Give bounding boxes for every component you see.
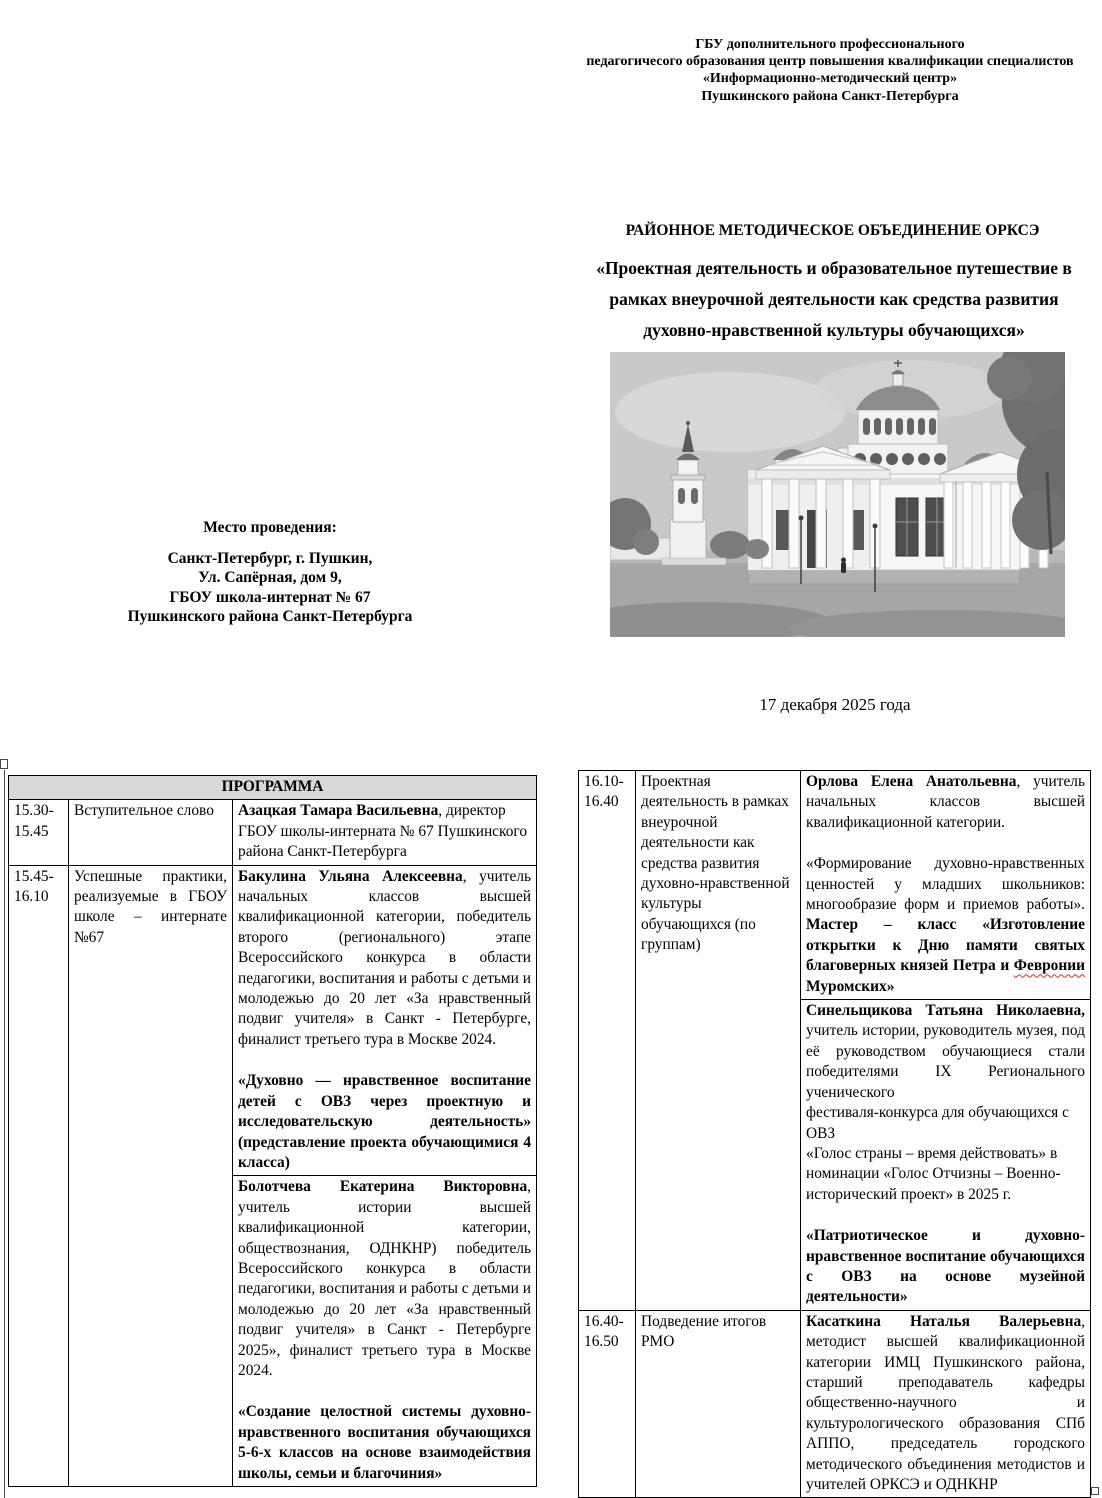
meeting-subtitle-line: рамках внеурочной деятельности как средства развития: [609, 289, 1059, 309]
talk-title: «Создание целостной системы духовно-нравственного воспитания обучающихся 5-6-х классов на основе взаимодействия школы, семьи и благочиния»: [238, 1403, 532, 1482]
speaker-name: Синельщикова Татьяна Николаевна,: [806, 1002, 1085, 1020]
column-boundary-line: [4, 770, 5, 1498]
misspelled-word: Февронии: [1013, 957, 1085, 975]
cathedral-photo: [610, 352, 1065, 637]
venue-line: ГБОУ школа-интернат № 67: [169, 588, 371, 606]
table-resize-handle-icon[interactable]: [1091, 1487, 1099, 1495]
venue-line: Ул. Сапёрная, дом 9,: [198, 569, 342, 586]
speaker-cell: [801, 771, 1091, 1000]
event-date: 17 декабря 2025 года: [759, 695, 911, 714]
program-table-right: [578, 770, 1091, 1498]
org-header-line: Пушкинского района Санкт-Петербурга: [701, 88, 959, 104]
table-row: [579, 771, 1091, 1000]
speaker-bio: , директор ГБОУ школы-интерната № 67 Пушкинского района Санкт-Петербурга: [238, 802, 528, 861]
time-cell: [579, 771, 636, 1311]
time-line: 16.10-: [584, 773, 624, 790]
speaker-name: Касаткина Наталья Валерьевна: [806, 1312, 1082, 1330]
meeting-subtitle: [568, 253, 1100, 346]
speaker-cell: [801, 1000, 1091, 1311]
time-cell: [9, 800, 69, 865]
speaker-bio: учитель истории, руководитель музея, под её руководством обучающиеся стали победителями IX Регионального ученического: [806, 1022, 1085, 1101]
meeting-title: РАЙОННОЕ МЕТОДИЧЕСКОЕ ОБЪЕДИНЕНИЕ ОРКСЭ: [625, 222, 1040, 239]
org-header-line: ГБУ дополнительного профессионального: [695, 37, 965, 52]
venue-block: [70, 518, 470, 627]
time-cell: [9, 865, 69, 1486]
talk-title: «Духовно — нравственное воспитание детей с ОВЗ через проектную и исследовательскую деятельность» (представление проекта обучающимися 4 класса): [238, 1072, 532, 1171]
time-line: 16.40-: [584, 1312, 624, 1330]
time-line: 16.10: [14, 888, 49, 906]
time-line: 15.45-: [14, 867, 54, 885]
speaker-name: Орлова Елена Анатольевна: [806, 773, 1017, 790]
table-row: [9, 865, 537, 1176]
time-line: 15.45: [14, 822, 49, 840]
speaker-cell: [233, 865, 537, 1176]
speaker-name: Бакулина Ульяна Алексеевна: [238, 867, 463, 885]
topic-cell: Вступительное слово: [69, 800, 233, 865]
meeting-subtitle-line: духовно-нравственной культуры обучающихся»: [643, 320, 1025, 340]
table-move-handle-icon[interactable]: [0, 759, 8, 769]
table-row: [579, 1310, 1091, 1498]
speaker-bio-line: «Голос страны – время действовать» в номинации «Голос Отчизны – Военно-исторический проект» в 2025 г.: [806, 1144, 1061, 1203]
speaker-name: Болотчева Екатерина Викторовна: [238, 1178, 528, 1196]
masterclass-title: Муромских»: [806, 977, 895, 995]
speaker-bio-line: фестиваля-конкурса для обучающихся с ОВЗ: [806, 1104, 1069, 1142]
venue-line: Пушкинского района Санкт-Петербурга: [127, 608, 413, 625]
org-header: [558, 36, 1102, 105]
speaker-cell: [801, 1310, 1091, 1498]
org-header-line: «Информационно-методический центр»: [702, 71, 958, 87]
meeting-subtitle-line: «Проектная деятельность и образовательное путешествие в: [596, 258, 1072, 278]
program-table-header: ПРОГРАММА: [9, 776, 537, 800]
topic-cell: Подведение итогов РМО: [636, 1310, 801, 1498]
masterclass-title: Мастер – класс «Изготовление открытки к Дню памяти святых благоверных князей Петра и: [806, 916, 1085, 975]
table-row: [9, 800, 537, 865]
time-line: 15.30-: [14, 802, 54, 820]
program-table-left: [8, 775, 537, 1487]
talk-title: «Формирование духовно-нравственных ценностей у младших школьников: многообразие форм и приемов работы».: [806, 855, 1085, 914]
photo-person: [841, 562, 846, 573]
speaker-bio: , методист высшей квалификационной категории ИМЦ Пушкинского района, старший преподаватель кафедры общественно-научного и культурологического образования СПб АППО, председатель городского методического объединения методистов и учителей ОРКСЭ и ОДНКНР: [806, 1312, 1085, 1493]
speaker-name: Азацкая Тамара Васильевна: [238, 802, 439, 820]
topic-cell: Успешные практики, реализуемые в ГБОУ школе – интернате №67: [69, 865, 233, 1486]
venue-label: Место проведения:: [203, 519, 337, 536]
time-line: 16.40: [584, 793, 619, 811]
time-line: 16.50: [584, 1333, 619, 1351]
speaker-bio: , учитель истории высшей квалификационной категории, обществознания, ОДНКНР) победитель Всероссийского конкурса в области педагогики, воспитания и работы с детьми и молодежью до 20 лет «За нравственный подвиг учителя» в Санкт - Петербурге 2025», финалист третьего тура в Москве 2024.: [238, 1178, 532, 1379]
speaker-cell: [233, 1176, 537, 1487]
speaker-bio: , учитель начальных классов высшей квалификационной категории, победитель второго (регионального) этапе Всероссийского конкурса в области педагогики, воспитания и работы с детьми и молодежью до 20 лет «За нравственный подвиг учителя» в Санкт - Петербурге, финалист третьего тура в Москве 2024.: [238, 867, 532, 1048]
talk-title: «Патриотическое и духовно-нравственное воспитание обучающихся с ОВЗ на основе музейной деятельности»: [806, 1227, 1085, 1306]
speaker-bio: , учитель начальных классов высшей квалификационной категории.: [806, 773, 1085, 831]
topic-cell: Проектная деятельность в рамках внеурочной деятельности как средства развития духовно-нравственной культуры обучающихся (по группам): [636, 771, 801, 1311]
speaker-cell: [233, 800, 537, 865]
venue-line: Санкт-Петербург, г. Пушкин,: [167, 549, 373, 567]
time-cell: [579, 1310, 636, 1498]
org-header-line: педагогичесого образования центр повышения квалификации специалистов: [586, 54, 1074, 70]
